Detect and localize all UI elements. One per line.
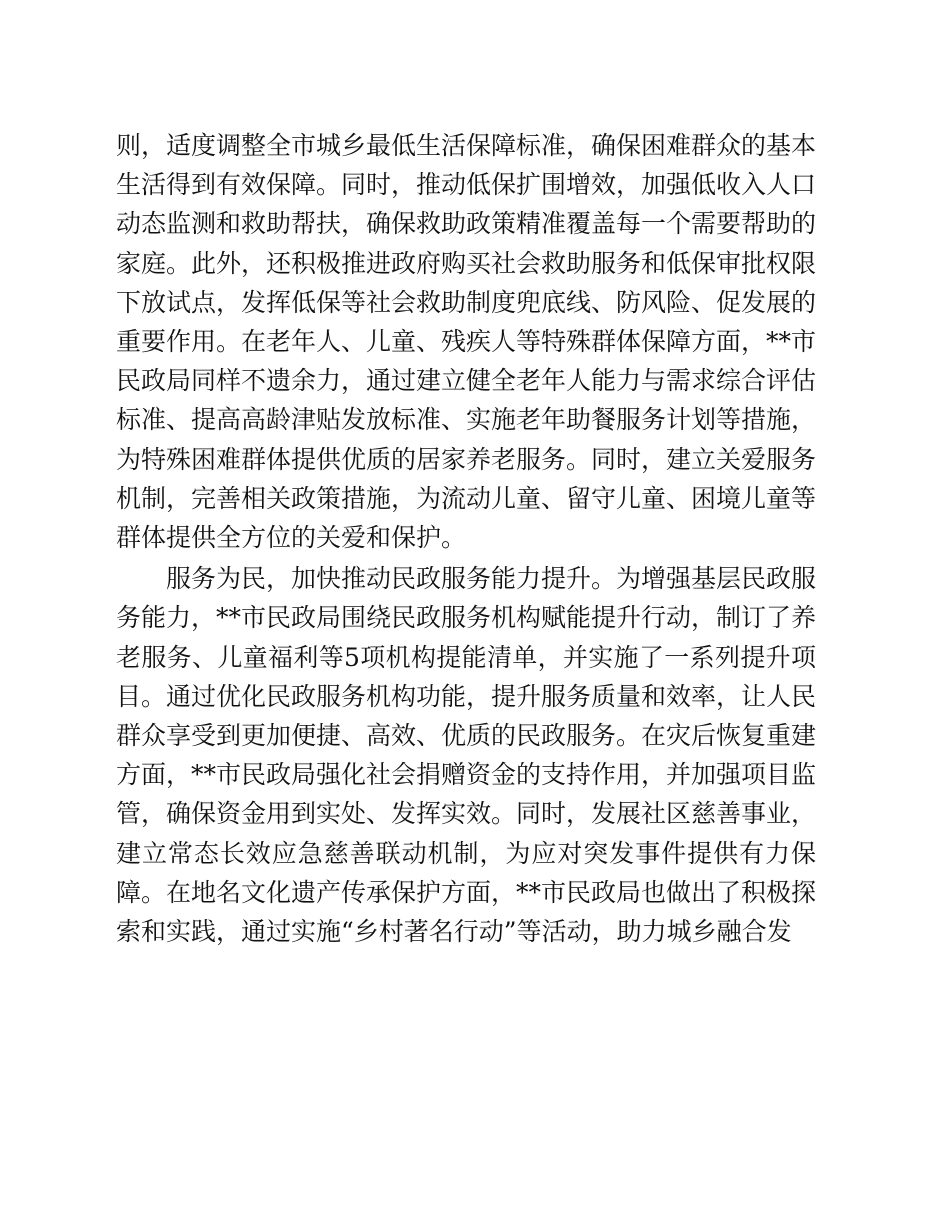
paragraph-continued: 则，适度调整全市城乡最低生活保障标准，确保困难群众的基本生活得到有效保障。同时，推动低保扩围增效，加强低收入人口动态监测和救助帮扶，确保救助政策精准覆盖每一个需要帮助的家庭。此外，还积极推进政府购买社会救助服务和低保审批权限下放试点，发挥低保等社会救助制度兜底线、防风险、促发展的重要作用。在老年人、儿童、残疾人等特殊群体保障方面，**市民政局同样不遗余力，通过建立健全老年人能力与需求综合评估标准、提高高龄津贴发放标准、实施老年助餐服务计划等措施，为特殊困难群体提供优质的居家养老服务。同时，建立关爱服务机制，完善相关政策措施，为流动儿童、留守儿童、困境儿童等群体提供全方位的关爱和保护。	[116, 131, 817, 553]
document-body	[116, 126, 816, 951]
paragraph-service-for-people: 服务为民，加快推动民政服务能力提升。为增强基层民政服务能力，**市民政局围绕民政服务机构赋能提升行动，制订了养老服务、儿童福利等5项机构提能清单，并实施了一系列提升项目。通过优化民政服务机构功能，提升服务质量和效率，让人民群众享受到更加便捷、高效、优质的民政服务。在灾后恢复重建方面，**市民政局强化社会捐赠资金的支持作用，并加强项目监管，确保资金用到实处、发挥实效。同时，发展社区慈善事业，建立常态长效应急慈善联动机制，为应对突发事件提供有力保障。在地名文化遗产传承保护方面，**市民政局也做出了积极探索和实践，通过实施“乡村著名行动”等活动，助力城乡融合发	[116, 564, 817, 947]
